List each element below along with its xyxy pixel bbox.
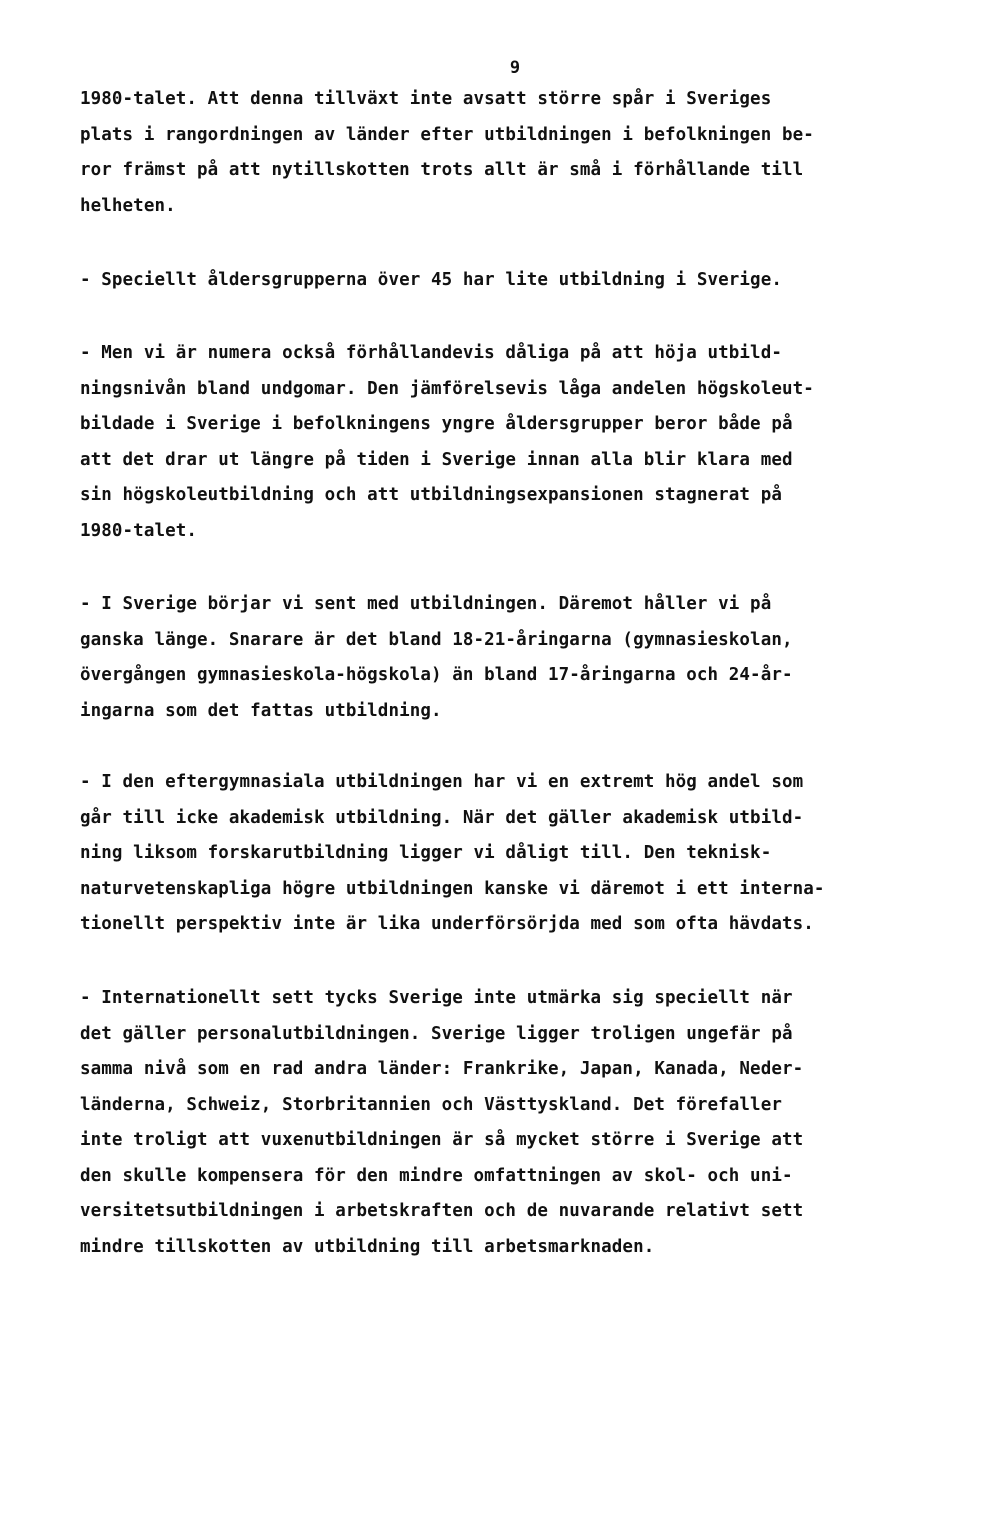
text-line: plats i rangordningen av länder efter utbildningen i befolkningen be- bbox=[80, 124, 814, 145]
text-line: 1980-talet. bbox=[80, 520, 197, 541]
text-line: ningsnivån bland undgomar. Den jämförelsevis låga andelen högskoleut- bbox=[80, 378, 814, 399]
text-line: går till icke akademisk utbildning. När det gäller akademisk utbild- bbox=[80, 807, 804, 828]
text-line: ning liksom forskarutbildning ligger vi dåligt till. Den teknisk- bbox=[80, 843, 772, 863]
text-line: - Speciellt åldersgrupperna över 45 har lite utbildning i Sverige. bbox=[80, 270, 782, 290]
paragraph-4 bbox=[80, 587, 910, 729]
text-line: - Men vi är numera också förhållandevis dåliga på att höja utbild- bbox=[80, 343, 782, 363]
paragraph-3 bbox=[80, 336, 910, 549]
text-line: - I Sverige börjar vi sent med utbildningen. Däremot håller vi på bbox=[80, 594, 772, 614]
text-line: mindre tillskotten av utbildning till arbetsmarknaden. bbox=[80, 1236, 655, 1257]
text-line: ror främst på att nytillskotten trots allt är små i förhållande till bbox=[80, 160, 804, 180]
text-line: - Internationellt sett tycks Sverige inte utmärka sig speciellt när bbox=[80, 988, 793, 1008]
paragraph-2 bbox=[80, 263, 910, 299]
text-line: - I den eftergymnasiala utbildningen har vi en extremt hög andel som bbox=[80, 772, 804, 792]
text-line: versitetsutbildningen i arbetskraften och de nuvarande relativt sett bbox=[80, 1201, 804, 1221]
text-line: 1980-talet. Att denna tillväxt inte avsatt större spår i Sveriges bbox=[80, 89, 772, 109]
text-line: det gäller personalutbildningen. Sverige ligger troligen ungefär på bbox=[80, 1023, 793, 1044]
page-number: 9 bbox=[509, 58, 521, 78]
text-line: övergången gymnasieskola-högskola) än bland 17-åringarna och 24-år- bbox=[80, 665, 793, 685]
text-line: inte troligt att vuxenutbildningen är så mycket större i Sverige att bbox=[80, 1130, 804, 1150]
paragraph-6 bbox=[80, 981, 910, 1265]
text-line: att det drar ut längre på tiden i Sverige innan alla blir klara med bbox=[80, 449, 793, 470]
text-line: den skulle kompensera för den mindre omfattningen av skol- och uni- bbox=[80, 1165, 793, 1186]
text-line: ingarna som det fattas utbildning. bbox=[80, 700, 442, 721]
text-line: tionellt perspektiv inte är lika underförsörjda med som ofta hävdats. bbox=[80, 914, 814, 934]
text-line: sin högskoleutbildning och att utbildningsexpansionen stagnerat på bbox=[80, 485, 782, 505]
paragraph-1 bbox=[80, 82, 910, 224]
text-line: bildade i Sverige i befolkningens yngre åldersgrupper beror både på bbox=[80, 414, 793, 434]
text-line: samma nivå som en rad andra länder: Frankrike, Japan, Kanada, Neder- bbox=[80, 1059, 804, 1079]
text-line: naturvetenskapliga högre utbildningen kanske vi däremot i ett interna- bbox=[80, 878, 825, 899]
text-line: helheten. bbox=[80, 195, 176, 216]
text-line: ganska länge. Snarare är det bland 18-21-åringarna (gymnasieskolan, bbox=[80, 629, 793, 650]
text-line: länderna, Schweiz, Storbritannien och Västtyskland. Det förefaller bbox=[80, 1094, 782, 1115]
paragraph-5 bbox=[80, 765, 910, 943]
